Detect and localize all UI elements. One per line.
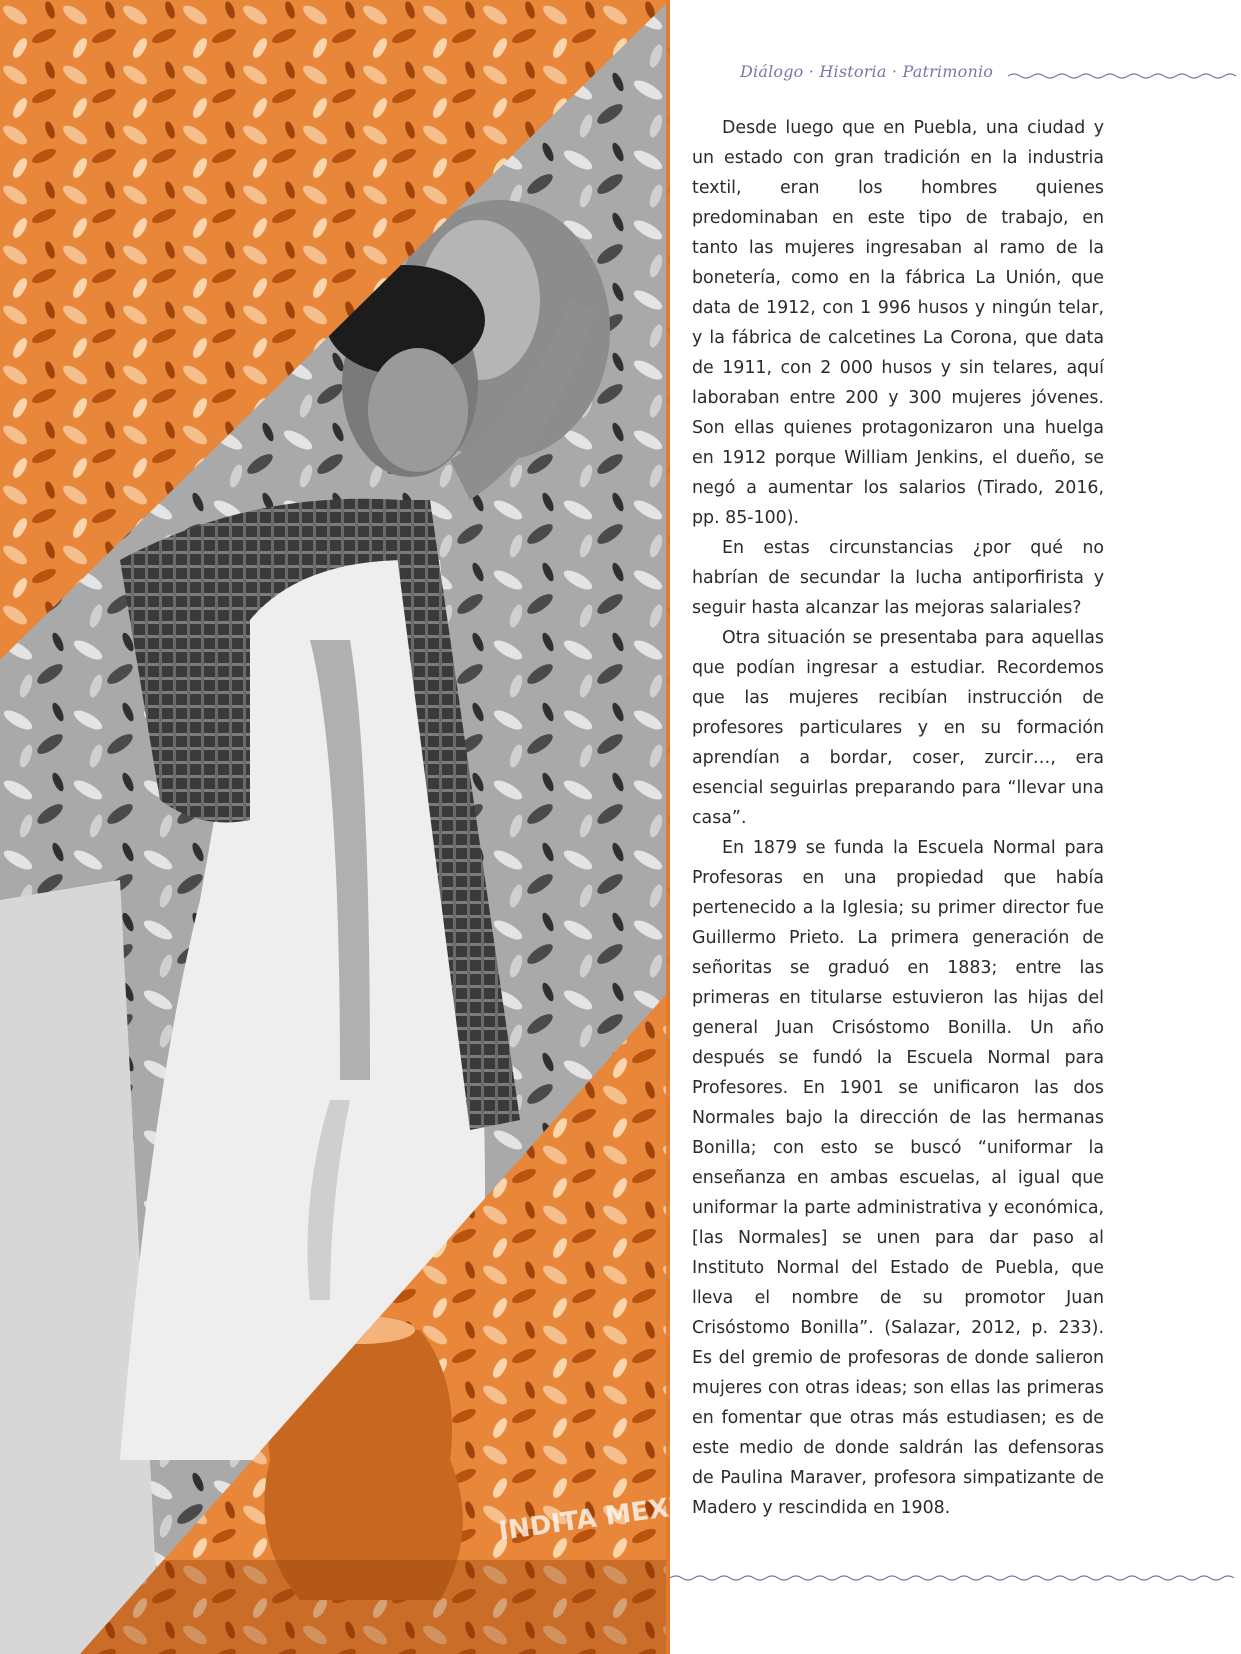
- paragraph: Otra situación se presentaba para aquellas que podían ingresar a estudiar. Recordemos que las mujeres recibían instrucción de profesores particulares y en su formación aprendían a bordar, coser, zurcir…, era esencial seguirlas preparando para “llevar una casa”.: [692, 628, 1104, 828]
- article-body: [692, 113, 1104, 1523]
- footer-wave-line: [670, 1568, 1241, 1588]
- paragraph: En estas circunstancias ¿por qué no habrían de secundar la lucha antiporfirista y seguir hasta alcanzar las mejoras salariales?: [692, 538, 1104, 618]
- header-wave-line: [740, 62, 1240, 82]
- photo-stamp-text: INDITA MEXIC: [496, 1489, 700, 1547]
- paragraph: En 1879 se funda la Escuela Normal para Profesoras en una propiedad que había pertenecido a la Iglesia; su primer director fue Guillermo Prieto. La primera generación de señoritas se graduó en 1883; entre las primeras en titularse estuvieron las hijas del general Juan Crisóstomo Bonilla. Un año después se fundó la Escuela Normal para Profesores. En 1901 se unificaron las dos Normales bajo la dirección de las hermanas Bonilla; con esto se buscó “uniformar la enseñanza en ambas escuelas, al igual que uniformar la parte administrativa y económica, [las Normales] se unen para dar paso al Instituto Normal del Estado de Puebla, que lleva el nombre de su promotor Juan Crisóstomo Bonilla”. (Salazar, 2012, p. 233). Es del gremio de profesoras de donde salieron mujeres con otras ideas; son ellas las primeras en fomentar que otras más estudiasen; es de este medio de donde saldrán las defensoras de Paulina Maraver, profesora simpatizante de Madero y rescindida en 1908.: [692, 838, 1104, 1518]
- running-title: Diálogo · Historia · Patrimonio: [740, 62, 994, 81]
- paragraph: Desde luego que en Puebla, una ciudad y un estado con gran tradición en la industria textil, eran los hombres quienes predominaban en este tipo de trabajo, en tanto las mujeres ingresaban al ramo de la bonetería, como en la fábrica La Unión, que data de 1912, con 1 996 husos y ningún telar, y la fábrica de calcetines La Corona, que data de 1911, con 2 000 husos y sin telares, aquí laboraban entre 200 y 300 mujeres jóvenes. Son ellas quienes protagonizaron una huelga en 1912 porque William Jenkins, el dueño, se negó a aumentar los salarios (Tirado, 2016, pp. 85-100).: [692, 118, 1104, 528]
